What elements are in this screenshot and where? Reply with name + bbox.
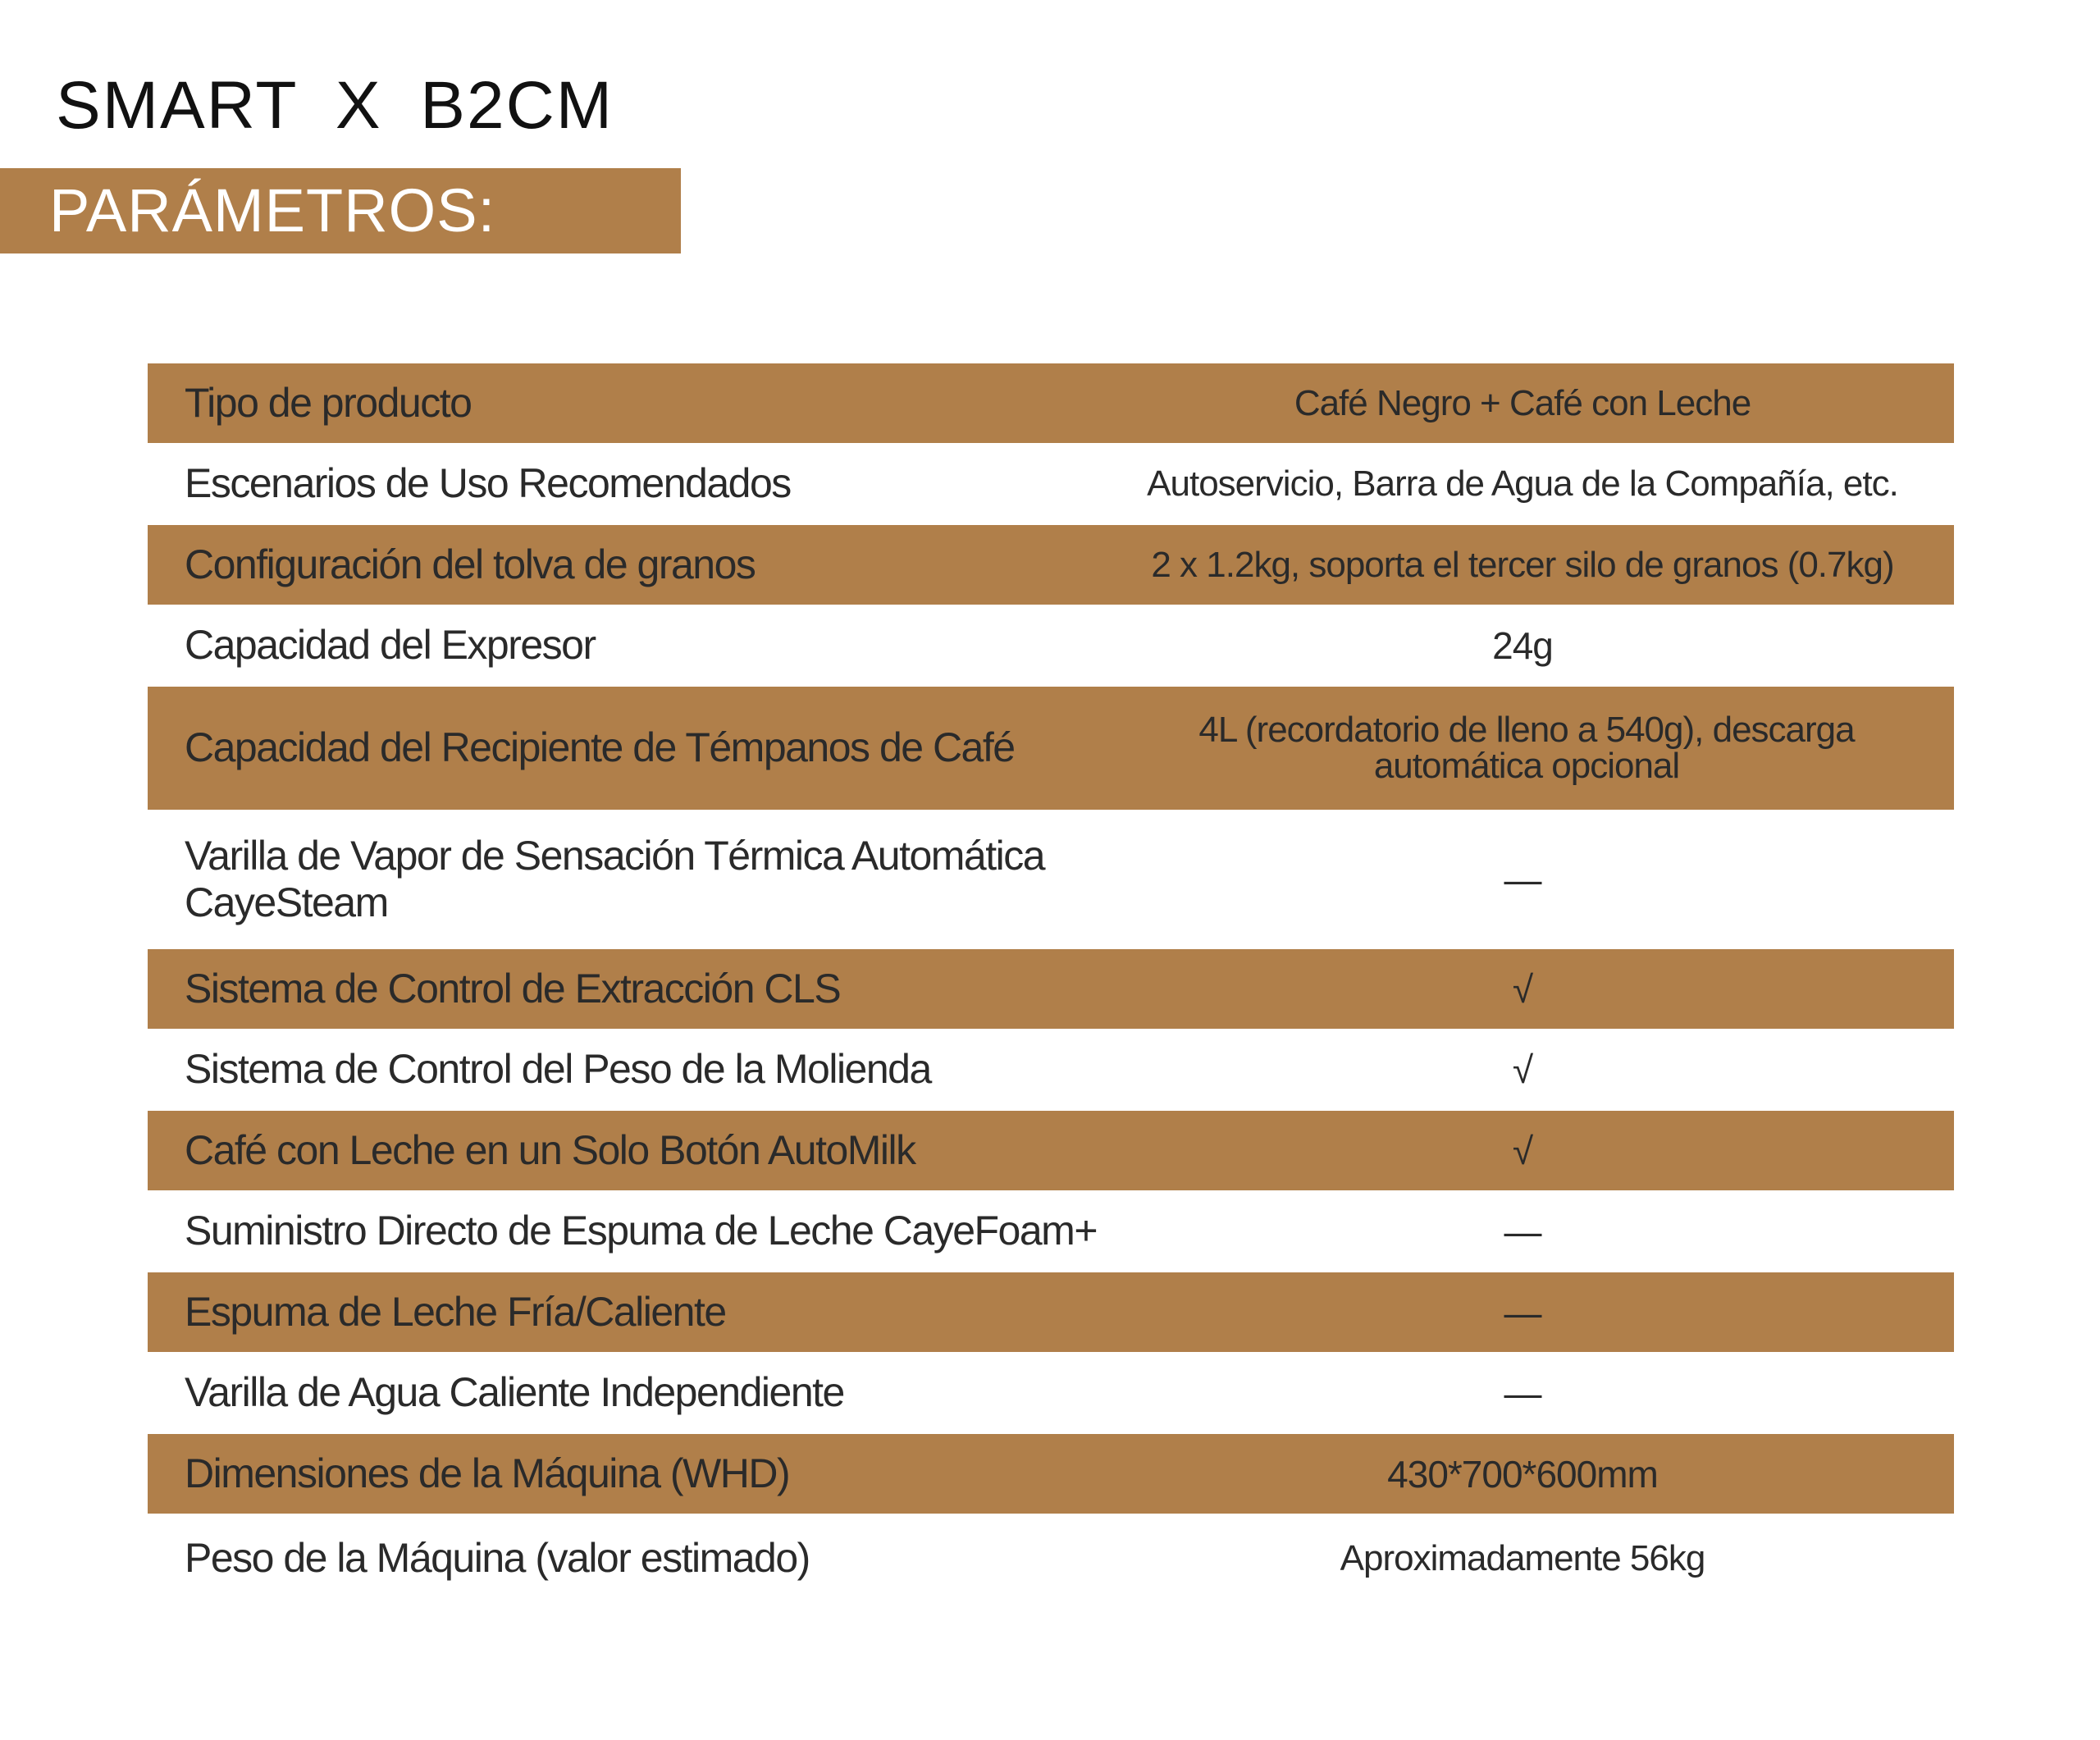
spec-row — [148, 363, 1954, 443]
spec-value: — — [1504, 1372, 1541, 1414]
spec-row — [148, 687, 1954, 810]
spec-value: 24g — [1492, 624, 1553, 667]
spec-value: — — [1504, 1290, 1541, 1334]
spec-row — [148, 1434, 1954, 1514]
spec-value: 2 x 1.2kg, soporta el tercer silo de granos (0.7kg) — [1151, 544, 1894, 585]
spec-value: Autoservicio, Barra de Agua de la Compañía, etc. — [1147, 464, 1898, 504]
spec-value: — — [1504, 1210, 1541, 1253]
spec-value: — — [1504, 858, 1541, 901]
section-heading: PARÁMETROS: — [0, 168, 681, 253]
spec-label: Configuración del tolva de granos — [185, 541, 756, 587]
spec-row — [148, 1111, 1954, 1190]
spec-value: Café Negro + Café con Leche — [1294, 382, 1751, 423]
spec-label: Capacidad del Recipiente de Témpanos de Café — [185, 724, 1015, 771]
spec-label: Sistema de Control de Extracción CLS — [185, 965, 841, 1012]
spec-row — [148, 1029, 1954, 1111]
spec-label: Varilla de Agua Caliente Independiente — [185, 1369, 844, 1416]
spec-value: Aproximadamente 56kg — [1340, 1538, 1705, 1578]
spec-row — [148, 1352, 1954, 1434]
spec-label: Dimensiones de la Máquina (WHD) — [185, 1450, 790, 1496]
spec-label: Sistema de Control del Peso de la Molienda — [185, 1046, 931, 1093]
spec-label: Café con Leche en un Solo Botón AutoMilk — [185, 1126, 915, 1173]
spec-label: Espuma de Leche Fría/Caliente — [185, 1288, 726, 1335]
spec-label: Varilla de Vapor de Sensación Térmica Automática CayeSteam — [185, 832, 1045, 925]
spec-value: √ — [1512, 967, 1533, 1011]
spec-row — [148, 605, 1954, 687]
spec-row — [148, 810, 1954, 949]
spec-value: 430*700*600mm — [1387, 1452, 1658, 1496]
spec-row — [148, 443, 1954, 525]
spec-label: Escenarios de Uso Recomendados — [185, 460, 791, 507]
spec-label: Peso de la Máquina (valor estimado) — [185, 1535, 810, 1582]
spec-value: √ — [1512, 1048, 1533, 1091]
spec-row — [148, 1190, 1954, 1272]
spec-value: √ — [1512, 1129, 1533, 1172]
spec-value: 4L (recordatorio de lleno a 540g), descarga automática opcional — [1198, 710, 1855, 786]
spec-label: Capacidad del Expresor — [185, 622, 596, 669]
spec-table — [148, 363, 1954, 1604]
spec-label: Tipo de producto — [185, 379, 472, 426]
product-title: SMART X B2CM — [56, 68, 614, 143]
spec-row — [148, 1272, 1954, 1352]
spec-row — [148, 525, 1954, 605]
spec-row — [148, 1514, 1954, 1604]
spec-row — [148, 949, 1954, 1029]
spec-label: Suministro Directo de Espuma de Leche CayeFoam+ — [185, 1208, 1098, 1254]
